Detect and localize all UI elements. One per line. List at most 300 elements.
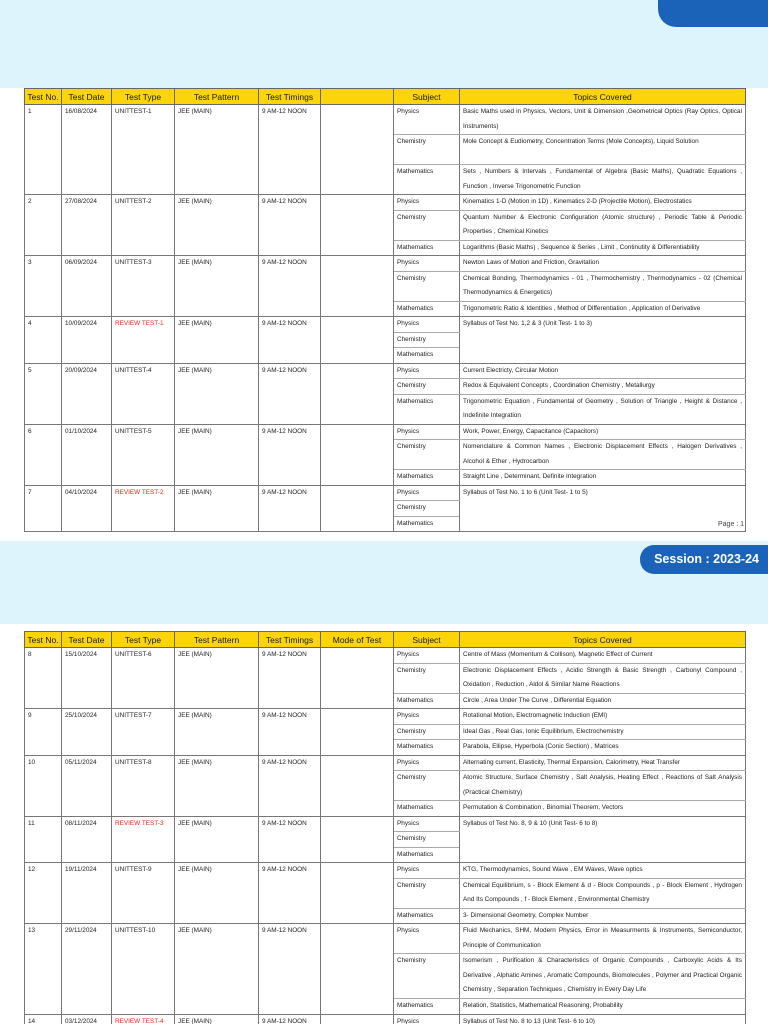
test-no-cell: 6 (25, 424, 62, 440)
subject-cell: Chemistry (394, 832, 460, 848)
topic-cell: Syllabus of Test No. 8 to 13 (Unit Test- 6 to 10) (460, 1014, 746, 1024)
test-timing-cell: 9 AM-12 NOON (259, 424, 321, 440)
empty-cell (259, 210, 321, 240)
empty-cell (259, 348, 321, 364)
empty-cell (25, 394, 62, 424)
empty-cell (112, 832, 175, 848)
topic-cell: Rotational Motion, Electromagnetic Induction (EMI) (460, 709, 746, 725)
column-header: Topics Covered (460, 89, 746, 105)
topic-cell: Chemical Equilibrium, s - Block Element & d - Block Compounds , p - Block Element , Hydrogen And Its Compounds , f - Block Element , Environmental Chemistry (460, 878, 746, 908)
subject-cell: Chemistry (394, 210, 460, 240)
mode-cell (321, 256, 394, 272)
topic-cell: Circle , Area Under The Curve , Differential Equation (460, 693, 746, 709)
empty-cell (175, 693, 259, 709)
topic-cell: Kinematics 1-D (Motion in 1D) , Kinematics 2-D (Projectile Motion), Electrostatics (460, 195, 746, 211)
test-date-cell: 25/10/2024 (62, 709, 112, 725)
topic-cell: Centre of Mass (Momentum & Collison), Magnetic Effect of Current (460, 648, 746, 664)
column-header: Mode of Test (321, 632, 394, 648)
empty-cell (321, 135, 394, 165)
test-pattern-cell: JEE (MAIN) (175, 424, 259, 440)
test-type-cell: REVIEW TEST-4 (112, 1014, 175, 1024)
empty-cell (259, 240, 321, 256)
column-header: Test Timings (259, 632, 321, 648)
table-row (25, 256, 746, 272)
subject-cell: Physics (394, 709, 460, 725)
topic-cell: Newton Laws of Motion and Friction, Gravitation (460, 256, 746, 272)
table-row (25, 908, 746, 924)
empty-cell (259, 394, 321, 424)
subject-cell: Mathematics (394, 394, 460, 424)
empty-cell (321, 394, 394, 424)
table-row (25, 440, 746, 470)
topic-cell: Nomenclature & Common Names , Electronic Displacement Effects , Halogen Derivatives , Alcohol & Ether , Hydrocarbon (460, 440, 746, 470)
empty-cell (259, 501, 321, 517)
empty-cell (112, 501, 175, 517)
empty-cell (259, 908, 321, 924)
test-no-cell: 12 (25, 863, 62, 879)
topic-cell: Relation, Statistics, Mathematical Reasoning, Probability (460, 999, 746, 1015)
test-no-cell: 1 (25, 105, 62, 135)
empty-cell (259, 847, 321, 863)
empty-cell (175, 332, 259, 348)
header-band-top (0, 0, 768, 88)
empty-cell (62, 348, 112, 364)
topic-cell: Alternating current, Elasticity, Thermal Expansion, Calorimetry, Heat Transfer (460, 755, 746, 771)
test-pattern-cell: JEE (MAIN) (175, 648, 259, 664)
empty-cell (25, 999, 62, 1015)
column-header: Test Pattern (175, 89, 259, 105)
empty-cell (25, 954, 62, 999)
empty-cell (112, 135, 175, 165)
empty-cell (62, 135, 112, 165)
empty-cell (62, 740, 112, 756)
column-header: Test No. (25, 632, 62, 648)
empty-cell (321, 771, 394, 801)
empty-cell (259, 801, 321, 817)
subject-cell: Mathematics (394, 847, 460, 863)
empty-cell (25, 440, 62, 470)
test-date-cell: 10/09/2024 (62, 317, 112, 333)
topic-cell: Syllabus of Test No. 1 to 6 (Unit Test- 1 to 5) (460, 485, 746, 532)
empty-cell (321, 440, 394, 470)
empty-cell (175, 516, 259, 532)
table-row (25, 271, 746, 301)
test-pattern-cell: JEE (MAIN) (175, 256, 259, 272)
empty-cell (62, 240, 112, 256)
mode-cell (321, 924, 394, 954)
empty-cell (25, 301, 62, 317)
test-no-cell: 8 (25, 648, 62, 664)
table-row (25, 301, 746, 317)
subject-cell: Chemistry (394, 954, 460, 999)
empty-cell (112, 999, 175, 1015)
table-row (25, 317, 746, 333)
empty-cell (25, 379, 62, 395)
subject-cell: Mathematics (394, 301, 460, 317)
table-row (25, 485, 746, 501)
mode-cell (321, 816, 394, 832)
empty-cell (175, 954, 259, 999)
table-row (25, 663, 746, 693)
subject-cell: Mathematics (394, 470, 460, 486)
empty-cell (175, 908, 259, 924)
mode-cell (321, 363, 394, 379)
subject-cell: Mathematics (394, 693, 460, 709)
topic-cell: Ideal Gas , Real Gas, Ionic Equilibrium, Electrochemistry (460, 724, 746, 740)
column-header: Test Timings (259, 89, 321, 105)
topic-cell: Sets , Numbers & Intervals , Fundamental of Algebra (Basic Maths), Quadratic Equations , Function , Inverse Trigonometric Function (460, 165, 746, 195)
empty-cell (259, 301, 321, 317)
topic-cell: Syllabus of Test No. 1,2 & 3 (Unit Test- 1 to 3) (460, 317, 746, 364)
table-row (25, 999, 746, 1015)
topic-cell: Isomerism , Purification & Characteristics of Organic Compounds , Carboxylic Acids & Its Derivative , Alphatic Amines , Aromatic Compounds, Biomolecules , Polymer and Practical Organic Chemistry , Separation Techniques , Chemistry in Every Day Life (460, 954, 746, 999)
subject-cell: Physics (394, 363, 460, 379)
test-no-cell: 11 (25, 816, 62, 832)
column-header: Test No. (25, 89, 62, 105)
subject-cell: Chemistry (394, 724, 460, 740)
test-pattern-cell: JEE (MAIN) (175, 863, 259, 879)
test-type-cell: REVIEW TEST-1 (112, 317, 175, 333)
empty-cell (259, 440, 321, 470)
empty-cell (175, 832, 259, 848)
empty-cell (112, 801, 175, 817)
test-type-cell: UNITTEST-8 (112, 755, 175, 771)
empty-cell (62, 440, 112, 470)
empty-cell (25, 801, 62, 817)
test-timing-cell: 9 AM-12 NOON (259, 363, 321, 379)
empty-cell (175, 240, 259, 256)
column-header: Subject (394, 632, 460, 648)
empty-cell (25, 908, 62, 924)
mode-cell (321, 424, 394, 440)
empty-cell (321, 693, 394, 709)
test-pattern-cell: JEE (MAIN) (175, 1014, 259, 1024)
empty-cell (259, 954, 321, 999)
test-date-cell: 27/08/2024 (62, 195, 112, 211)
table-row (25, 379, 746, 395)
empty-cell (175, 301, 259, 317)
empty-cell (112, 348, 175, 364)
empty-cell (175, 771, 259, 801)
empty-cell (112, 954, 175, 999)
empty-cell (25, 516, 62, 532)
empty-cell (259, 771, 321, 801)
test-date-cell: 16/08/2024 (62, 105, 112, 135)
column-header: Test Date (62, 89, 112, 105)
empty-cell (259, 470, 321, 486)
empty-cell (175, 801, 259, 817)
empty-cell (175, 663, 259, 693)
empty-cell (25, 501, 62, 517)
table-row (25, 240, 746, 256)
test-type-cell: UNITTEST-6 (112, 648, 175, 664)
empty-cell (62, 832, 112, 848)
empty-cell (62, 771, 112, 801)
empty-cell (259, 379, 321, 395)
empty-cell (112, 908, 175, 924)
subject-cell: Physics (394, 424, 460, 440)
empty-cell (321, 908, 394, 924)
table-row (25, 470, 746, 486)
test-type-cell: UNITTEST-1 (112, 105, 175, 135)
empty-cell (62, 908, 112, 924)
empty-cell (175, 724, 259, 740)
column-header: Test Type (112, 89, 175, 105)
topic-cell: Redox & Equivalent Concepts , Coordination Chemistry , Metallurgy (460, 379, 746, 395)
test-date-cell: 08/11/2024 (62, 816, 112, 832)
table-row (25, 165, 746, 195)
test-no-cell: 4 (25, 317, 62, 333)
topic-cell: Basic Maths used in Physics, Vectors, Unit & Dimension ,Geometrical Optics (Ray Optics, Optical Instruments) (460, 105, 746, 135)
subject-cell: Physics (394, 648, 460, 664)
empty-cell (62, 301, 112, 317)
subject-cell: Physics (394, 755, 460, 771)
test-no-cell: 9 (25, 709, 62, 725)
table-row (25, 394, 746, 424)
test-date-cell: 04/10/2024 (62, 485, 112, 501)
empty-cell (321, 999, 394, 1015)
topic-cell: Work, Power, Energy, Capacitance (Capacitors) (460, 424, 746, 440)
test-type-cell: UNITTEST-10 (112, 924, 175, 954)
empty-cell (62, 847, 112, 863)
subject-cell: Chemistry (394, 878, 460, 908)
topic-cell: Straight Line , Determinant, Definite Integration (460, 470, 746, 486)
empty-cell (175, 135, 259, 165)
subject-cell: Physics (394, 816, 460, 832)
test-date-cell: 06/09/2024 (62, 256, 112, 272)
empty-cell (321, 516, 394, 532)
empty-cell (321, 271, 394, 301)
session-badge: Session : 2023-24 (640, 545, 768, 574)
subject-cell: Physics (394, 863, 460, 879)
subject-cell: Physics (394, 105, 460, 135)
topic-cell: Trigonometric Ratio & Identities , Method of Differentiation , Application of Derivative (460, 301, 746, 317)
table-row (25, 424, 746, 440)
empty-cell (25, 470, 62, 486)
empty-cell (62, 801, 112, 817)
subject-cell: Mathematics (394, 908, 460, 924)
test-date-cell: 03/12/2024 (62, 1014, 112, 1024)
topic-cell: Fluid Mechanics, SHM, Modern Physics, Error in Measurments & Instruments, Semiconductor, Principle of Communication (460, 924, 746, 954)
test-pattern-cell: JEE (MAIN) (175, 105, 259, 135)
table-row (25, 755, 746, 771)
empty-cell (62, 878, 112, 908)
subject-cell: Mathematics (394, 740, 460, 756)
empty-cell (175, 210, 259, 240)
test-timing-cell: 9 AM-12 NOON (259, 195, 321, 211)
empty-cell (259, 663, 321, 693)
empty-cell (62, 724, 112, 740)
empty-cell (321, 847, 394, 863)
test-timing-cell: 9 AM-12 NOON (259, 709, 321, 725)
test-timing-cell: 9 AM-12 NOON (259, 485, 321, 501)
empty-cell (112, 663, 175, 693)
empty-cell (62, 332, 112, 348)
empty-cell (259, 135, 321, 165)
empty-cell (25, 135, 62, 165)
subject-cell: Chemistry (394, 501, 460, 517)
table-row (25, 135, 746, 165)
empty-cell (175, 165, 259, 195)
subject-cell: Mathematics (394, 348, 460, 364)
test-pattern-cell: JEE (MAIN) (175, 195, 259, 211)
table-row (25, 924, 746, 954)
empty-cell (25, 878, 62, 908)
test-pattern-cell: JEE (MAIN) (175, 709, 259, 725)
empty-cell (321, 240, 394, 256)
empty-cell (112, 332, 175, 348)
test-timing-cell: 9 AM-12 NOON (259, 648, 321, 664)
empty-cell (62, 379, 112, 395)
empty-cell (25, 693, 62, 709)
empty-cell (112, 379, 175, 395)
test-date-cell: 05/11/2024 (62, 755, 112, 771)
table-header-row (25, 632, 746, 648)
column-header (321, 89, 394, 105)
empty-cell (175, 847, 259, 863)
subject-cell: Physics (394, 924, 460, 954)
subject-cell: Physics (394, 1014, 460, 1024)
topic-cell: Logarithms (Basic Maths) , Sequence & Series , Limit , Continutity & Differentiability (460, 240, 746, 256)
empty-cell (112, 240, 175, 256)
empty-cell (112, 878, 175, 908)
empty-cell (25, 348, 62, 364)
test-date-cell: 29/11/2024 (62, 924, 112, 954)
subject-cell: Chemistry (394, 771, 460, 801)
mode-cell (321, 105, 394, 135)
schedule-table-1 (24, 88, 746, 532)
subject-cell: Physics (394, 485, 460, 501)
table-row (25, 801, 746, 817)
mode-cell (321, 863, 394, 879)
subject-cell: Mathematics (394, 999, 460, 1015)
test-timing-cell: 9 AM-12 NOON (259, 1014, 321, 1024)
empty-cell (62, 165, 112, 195)
empty-cell (112, 470, 175, 486)
empty-cell (321, 663, 394, 693)
table-row (25, 724, 746, 740)
test-no-cell: 7 (25, 485, 62, 501)
table-row (25, 648, 746, 664)
empty-cell (112, 394, 175, 424)
column-header: Subject (394, 89, 460, 105)
test-date-cell: 20/09/2024 (62, 363, 112, 379)
empty-cell (25, 663, 62, 693)
empty-cell (112, 271, 175, 301)
empty-cell (321, 878, 394, 908)
empty-cell (321, 332, 394, 348)
test-type-cell: UNITTEST-2 (112, 195, 175, 211)
test-pattern-cell: JEE (MAIN) (175, 924, 259, 954)
test-type-cell: UNITTEST-7 (112, 709, 175, 725)
subject-cell: Physics (394, 195, 460, 211)
table-row (25, 210, 746, 240)
empty-cell (112, 771, 175, 801)
topic-cell: Electronic Displacement Effects , Acidic Strength & Basic Strength , Carbonyl Compound , Oxidation , Reduction , Aldol & Similar Name Reactions (460, 663, 746, 693)
empty-cell (175, 740, 259, 756)
empty-cell (175, 348, 259, 364)
empty-cell (175, 470, 259, 486)
test-no-cell: 2 (25, 195, 62, 211)
empty-cell (321, 724, 394, 740)
column-header: Topics Covered (460, 632, 746, 648)
table-row (25, 105, 746, 135)
empty-cell (175, 878, 259, 908)
subject-cell: Physics (394, 317, 460, 333)
page-number: Page : 1 (718, 521, 745, 528)
empty-cell (25, 240, 62, 256)
topic-cell: Permutation & Combination , Binomial Theorem, Vectors (460, 801, 746, 817)
column-header: Test Pattern (175, 632, 259, 648)
subject-cell: Chemistry (394, 440, 460, 470)
empty-cell (62, 501, 112, 517)
empty-cell (25, 771, 62, 801)
table-row (25, 740, 746, 756)
test-timing-cell: 9 AM-12 NOON (259, 755, 321, 771)
subject-cell: Mathematics (394, 240, 460, 256)
empty-cell (321, 832, 394, 848)
table-row (25, 954, 746, 999)
empty-cell (25, 740, 62, 756)
empty-cell (112, 210, 175, 240)
test-timing-cell: 9 AM-12 NOON (259, 924, 321, 954)
empty-cell (175, 440, 259, 470)
subject-cell: Chemistry (394, 379, 460, 395)
empty-cell (175, 501, 259, 517)
empty-cell (321, 165, 394, 195)
test-date-cell: 15/10/2024 (62, 648, 112, 664)
mode-cell (321, 755, 394, 771)
column-header: Test Date (62, 632, 112, 648)
topic-cell: Chemical Bonding, Thermodynamics - 01 , Thermochemistry , Thermodynamics - 02 (Chemical Thermodynamics & Energetics) (460, 271, 746, 301)
empty-cell (25, 332, 62, 348)
test-pattern-cell: JEE (MAIN) (175, 485, 259, 501)
empty-cell (112, 301, 175, 317)
empty-cell (175, 394, 259, 424)
table-row (25, 363, 746, 379)
empty-cell (259, 516, 321, 532)
subject-cell: Physics (394, 256, 460, 272)
empty-cell (259, 832, 321, 848)
empty-cell (25, 210, 62, 240)
empty-cell (25, 847, 62, 863)
empty-cell (112, 516, 175, 532)
test-timing-cell: 9 AM-12 NOON (259, 816, 321, 832)
empty-cell (112, 724, 175, 740)
subject-cell: Mathematics (394, 165, 460, 195)
test-no-cell: 14 (25, 1014, 62, 1024)
empty-cell (112, 740, 175, 756)
empty-cell (321, 210, 394, 240)
empty-cell (175, 271, 259, 301)
empty-cell (62, 999, 112, 1015)
subject-cell: Chemistry (394, 271, 460, 301)
empty-cell (321, 348, 394, 364)
test-no-cell: 13 (25, 924, 62, 954)
empty-cell (321, 801, 394, 817)
empty-cell (25, 165, 62, 195)
test-no-cell: 5 (25, 363, 62, 379)
test-type-cell: UNITTEST-9 (112, 863, 175, 879)
empty-cell (62, 271, 112, 301)
empty-cell (259, 878, 321, 908)
table-row (25, 709, 746, 725)
subject-cell: Mathematics (394, 801, 460, 817)
empty-cell (62, 663, 112, 693)
empty-cell (62, 954, 112, 999)
test-date-cell: 19/11/2024 (62, 863, 112, 879)
table-header-row (25, 89, 746, 105)
